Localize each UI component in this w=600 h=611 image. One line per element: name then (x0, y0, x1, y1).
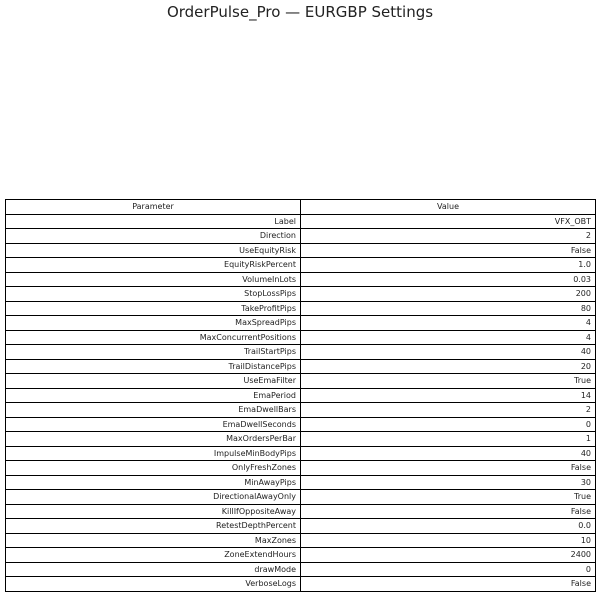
table-row (6, 533, 596, 548)
value-cell: True (301, 374, 596, 389)
value-cell: 0.03 (301, 272, 596, 287)
value-cell: 4 (301, 316, 596, 331)
table-row (6, 446, 596, 461)
table-row (6, 359, 596, 374)
value-cell: 2400 (301, 548, 596, 563)
table-row (6, 374, 596, 389)
value-cell: 10 (301, 533, 596, 548)
parameter-cell: DirectionalAwayOnly (6, 490, 301, 505)
table-row (6, 301, 596, 316)
value-cell: VFX_OBT (301, 214, 596, 229)
value-cell: 14 (301, 388, 596, 403)
table-row (6, 330, 596, 345)
table-row (6, 229, 596, 244)
parameter-cell: MaxZones (6, 533, 301, 548)
parameter-cell: EquityRiskPercent (6, 258, 301, 273)
parameter-cell: TakeProfitPips (6, 301, 301, 316)
table-row (6, 519, 596, 534)
parameter-cell: EmaPeriod (6, 388, 301, 403)
parameter-cell: EmaDwellSeconds (6, 417, 301, 432)
table-row (6, 345, 596, 360)
value-cell: 20 (301, 359, 596, 374)
page-title: OrderPulse_Pro — EURGBP Settings (166, 3, 434, 21)
table-row (6, 432, 596, 447)
parameter-cell: MinAwayPips (6, 475, 301, 490)
value-cell: 1.0 (301, 258, 596, 273)
parameter-cell: UseEmaFilter (6, 374, 301, 389)
parameter-cell: TrailDistancePips (6, 359, 301, 374)
parameter-cell: RetestDepthPercent (6, 519, 301, 534)
table-row (6, 243, 596, 258)
table-row (6, 272, 596, 287)
table-header-row (6, 200, 596, 215)
parameter-cell: VolumeInLots (6, 272, 301, 287)
value-cell: False (301, 461, 596, 476)
column-header-value: Value (301, 200, 596, 215)
parameter-cell: ImpulseMinBodyPips (6, 446, 301, 461)
table-row (6, 287, 596, 302)
value-cell: False (301, 577, 596, 592)
parameter-cell: MaxConcurrentPositions (6, 330, 301, 345)
table-row (6, 475, 596, 490)
table-row (6, 258, 596, 273)
value-cell: 2 (301, 229, 596, 244)
table-row (6, 388, 596, 403)
table-row (6, 562, 596, 577)
table-row (6, 577, 596, 592)
parameter-cell: VerboseLogs (6, 577, 301, 592)
value-cell: 1 (301, 432, 596, 447)
value-cell: False (301, 243, 596, 258)
parameter-cell: MaxOrdersPerBar (6, 432, 301, 447)
parameter-cell: UseEquityRisk (6, 243, 301, 258)
value-cell: 0 (301, 417, 596, 432)
value-cell: True (301, 490, 596, 505)
table-row (6, 461, 596, 476)
table-row (6, 403, 596, 418)
value-cell: 40 (301, 446, 596, 461)
parameter-cell: drawMode (6, 562, 301, 577)
value-cell: 4 (301, 330, 596, 345)
parameter-cell: OnlyFreshZones (6, 461, 301, 476)
parameter-cell: Direction (6, 229, 301, 244)
value-cell: False (301, 504, 596, 519)
table-row (6, 504, 596, 519)
value-cell: 40 (301, 345, 596, 360)
parameter-cell: StopLossPips (6, 287, 301, 302)
parameter-cell: TrailStartPips (6, 345, 301, 360)
parameter-cell: MaxSpreadPips (6, 316, 301, 331)
value-cell: 30 (301, 475, 596, 490)
parameter-cell: EmaDwellBars (6, 403, 301, 418)
table-row (6, 548, 596, 563)
value-cell: 200 (301, 287, 596, 302)
value-cell: 0.0 (301, 519, 596, 534)
value-cell: 80 (301, 301, 596, 316)
settings-table (5, 199, 596, 592)
table-row (6, 490, 596, 505)
table-row (6, 214, 596, 229)
table-row (6, 417, 596, 432)
parameter-cell: KillIfOppositeAway (6, 504, 301, 519)
column-header-parameter: Parameter (6, 200, 301, 215)
value-cell: 2 (301, 403, 596, 418)
value-cell: 0 (301, 562, 596, 577)
parameter-cell: ZoneExtendHours (6, 548, 301, 563)
table-row (6, 316, 596, 331)
parameter-cell: Label (6, 214, 301, 229)
